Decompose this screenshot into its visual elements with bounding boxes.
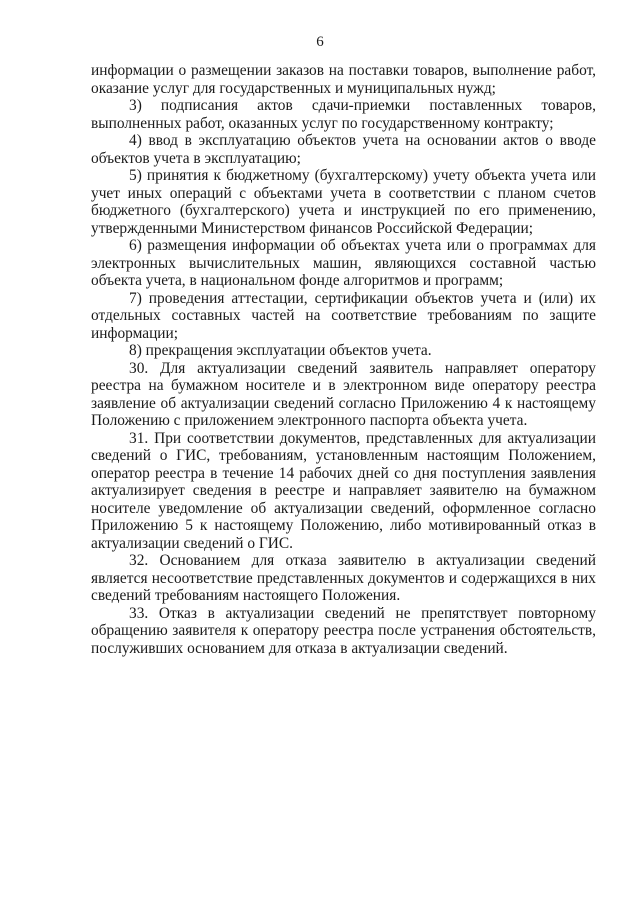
clause-30: 30. Для актуализации сведений заявитель направляет оператору реестра на бумажном носителе и в электронном виде оператору реестра заявление об актуализации сведений согласно Приложению 4 к настоящему Положению с приложением электронного паспорта объекта учета.: [91, 359, 596, 429]
list-item-4: 4) ввод в эксплуатацию объектов учета на основании актов о вводе объектов учета в эксплуатацию;: [91, 132, 596, 167]
list-item-3: 3) подписания актов сдачи-приемки поставленных товаров, выполненных работ, оказанных услуг по государственному контракту;: [91, 97, 596, 132]
list-item-6: 6) размещения информации об объектах учета или о программах для электронных вычислительных машин, являющихся составной частью объекта учета, в национальном фонде алгоритмов и программ;: [91, 237, 596, 289]
clause-31: 31. При соответствии документов, представленных для актуализации сведений о ГИС, требованиям, установленным настоящим Положением, оператор реестра в течение 14 рабочих дней со дня поступления заявления актуализирует сведения в реестре и направляет заявителю на бумажном носителе уведомление об актуализации сведений, оформленное согласно Приложению 5 к настоящему Положению, либо мотивированный отказ в актуализации сведений о ГИС.: [91, 429, 596, 552]
clause-33: 33. Отказ в актуализации сведений не препятствует повторному обращению заявителя к оператору реестра после устранения обстоятельств, послуживших основанием для отказа в актуализации сведений.: [91, 604, 596, 657]
list-item-7: 7) проведения аттестации, сертификации объектов учета и (или) их отдельных составных частей на соответствие требованиям по защите информации;: [91, 289, 596, 342]
list-item-8: 8) прекращения эксплуатации объектов учета.: [129, 342, 432, 359]
paragraph-continuation: информации о размещении заказов на поставки товаров, выполнение работ, оказание услуг для государственных и муниципальных нужд;: [91, 62, 596, 97]
page-number: 6: [316, 34, 324, 50]
clause-32: 32. Основанием для отказа заявителю в актуализации сведений является несоответствие представленных документов и содержащихся в них сведений требованиям настоящего Положения.: [91, 552, 596, 604]
list-item-5: 5) принятия к бюджетному (бухгалтерскому) учету объекта учета или учет иных операций с объектами учета в соответствии с планом счетов бюджетного (бухгалтерского) учета и инструкцией по его применению, утвержденными Министерством финансов Российской Федерации;: [91, 167, 596, 237]
document-body: [91, 62, 596, 657]
